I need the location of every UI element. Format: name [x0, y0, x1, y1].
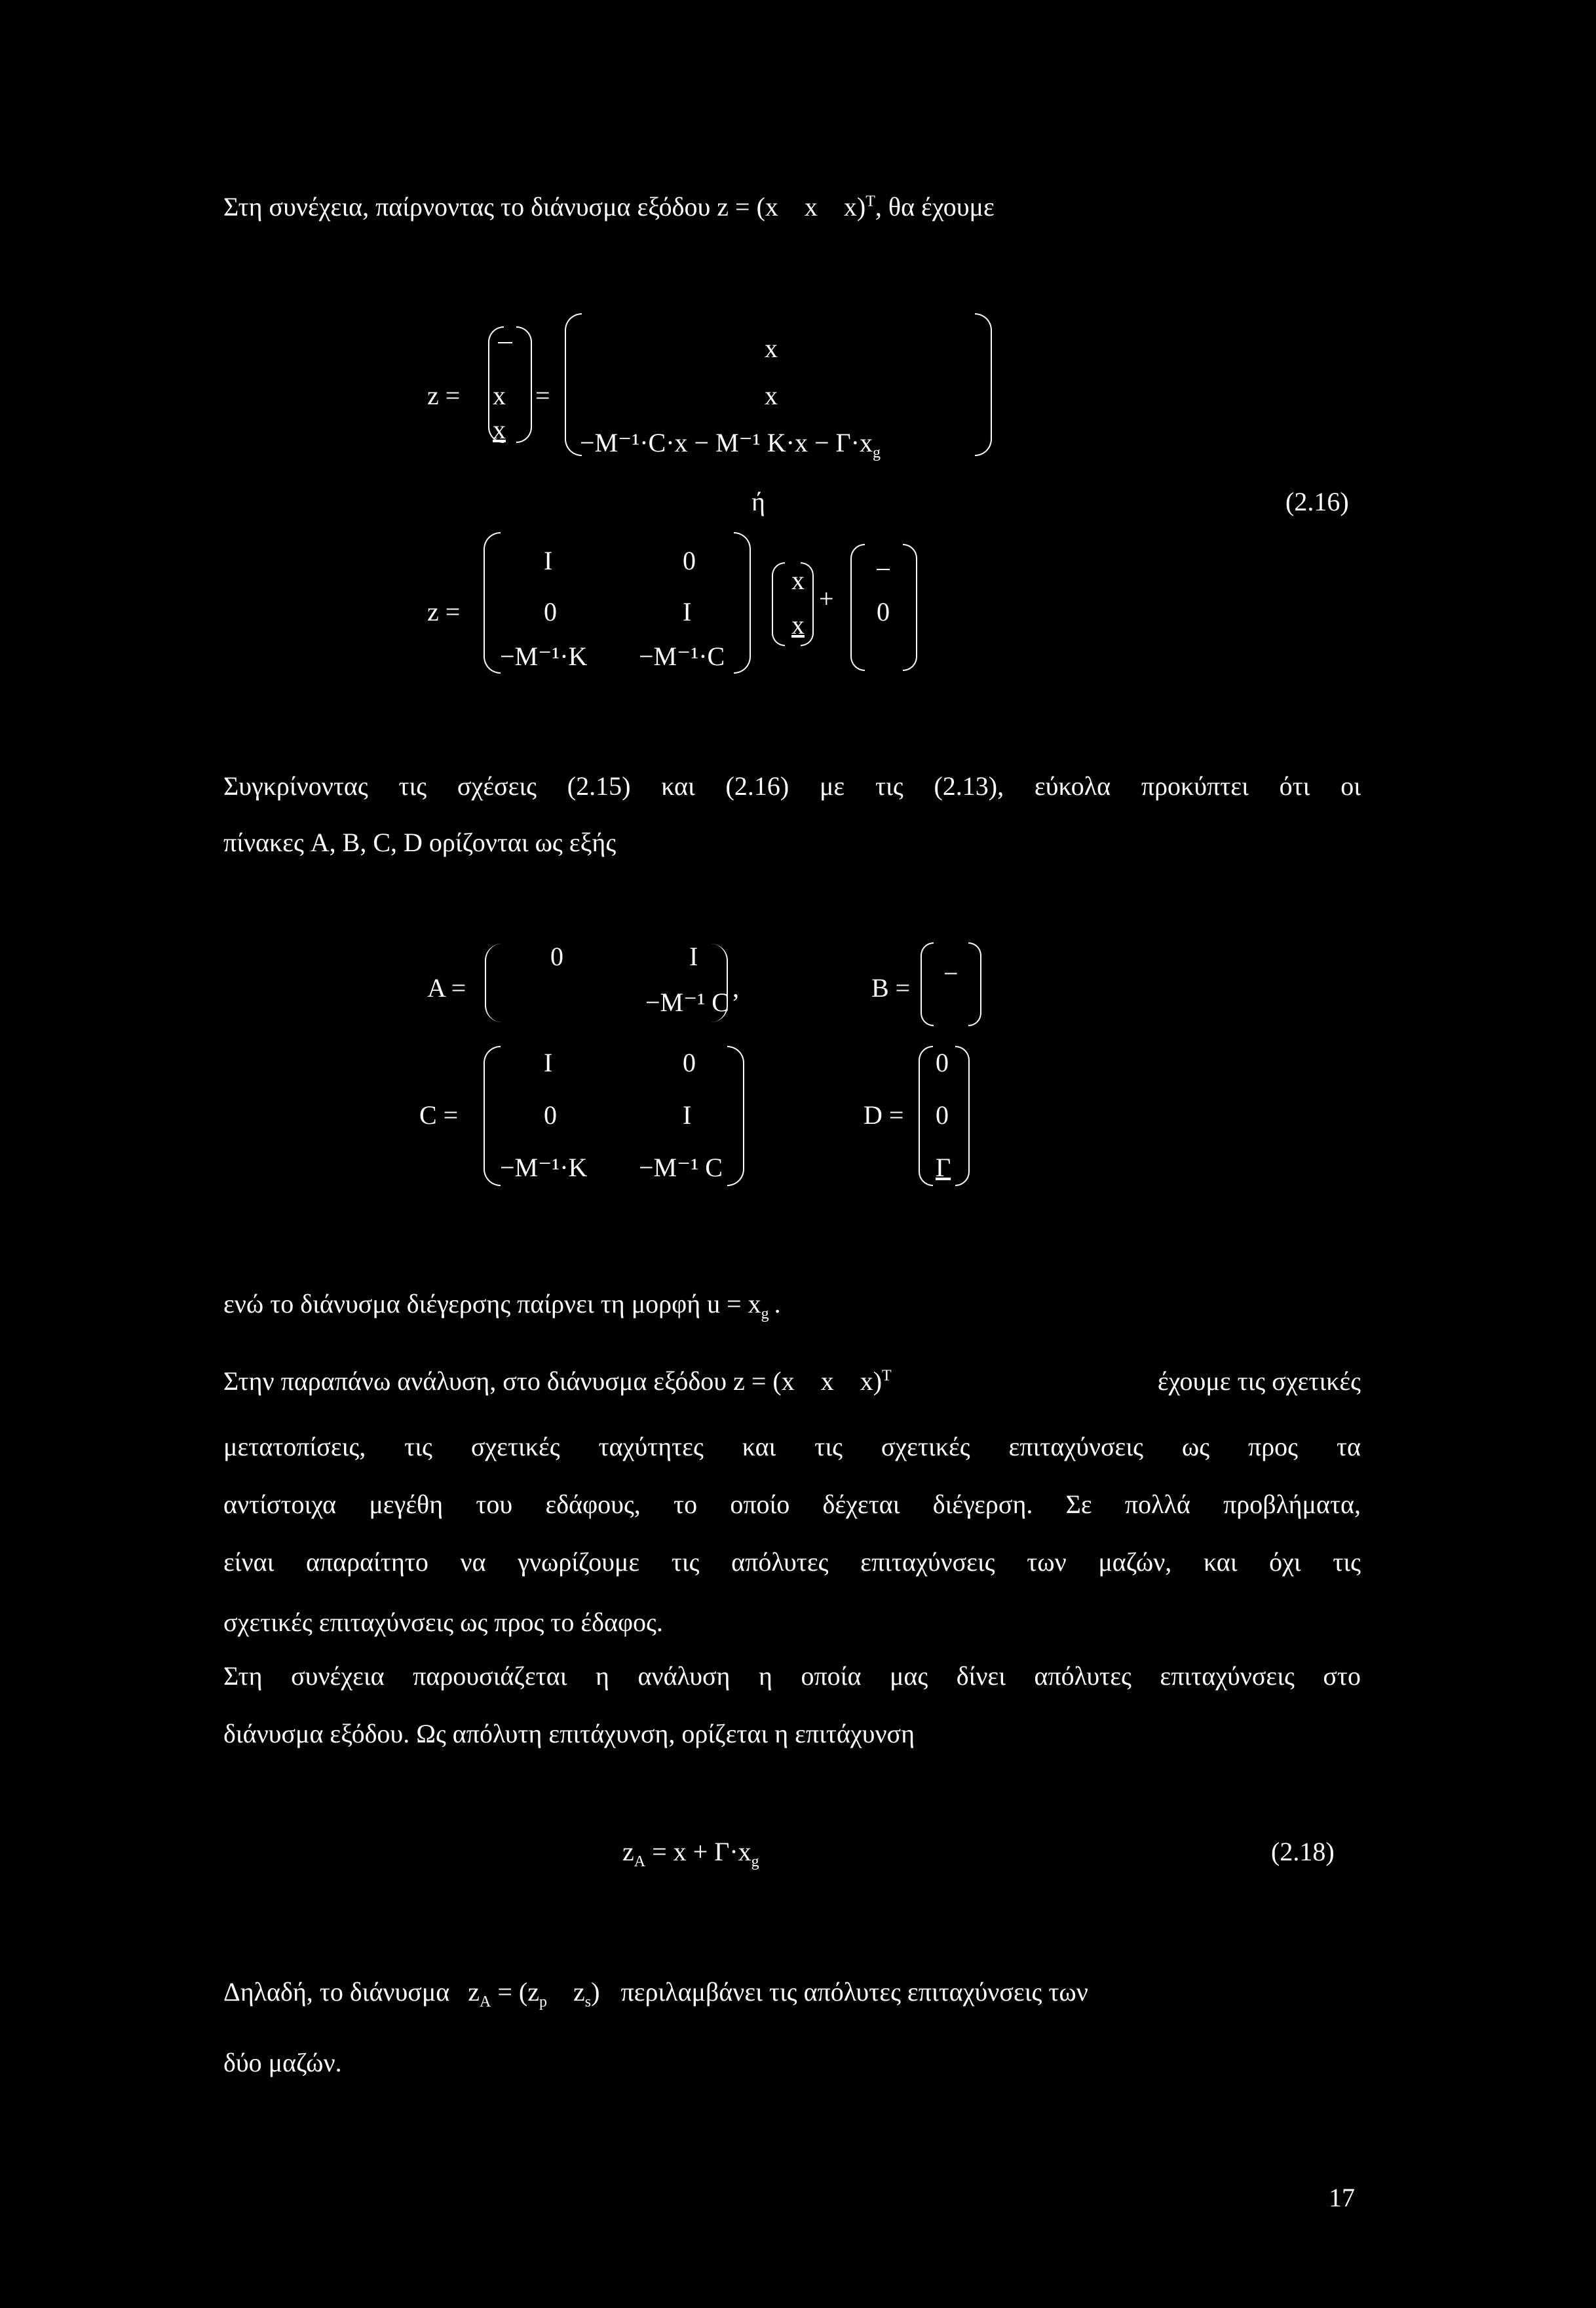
eq216-m31: −M⁻¹·K [500, 642, 588, 671]
final-zs: $z_s$) [573, 1977, 600, 2010]
body-l1-x2: x) [860, 1366, 883, 1396]
eq216-m11: I [544, 546, 553, 575]
eq216-z: z = [427, 381, 461, 410]
body-line-3: αντίστοιχα μεγέθη του εδάφους, το οποίο δέχεται διέγερση. Σε πολλά προβλήματα, [223, 1490, 1361, 1519]
eq216-dvec-close [903, 544, 917, 671]
intro-line [223, 191, 995, 222]
eq216-label: (2.16) [1285, 487, 1349, 516]
excitation-text: ενώ το διάνυσμα διέγερσης παίρνει τη μορφή u = x [223, 1289, 761, 1318]
matrix-a-22: −M⁻¹ C [645, 988, 729, 1017]
eq218-zsub: A [634, 1853, 646, 1870]
eq216-dvec-bar [877, 569, 890, 570]
body-line-4: είναι απαραίτητο να γνωρίζουμε τις απόλυτες επιταχύνσεις των μαζών, και όχι τις [223, 1547, 1361, 1577]
body-line-7: διάνυσμα εξόδου. Ως απόλυτη επιτάχυνση, ορίζεται η επιτάχυνση [223, 1719, 915, 1748]
intro-prefix: Στη συνέχεια, παίρνοντας το διάνυσμα εξόδου z = (x [223, 192, 778, 221]
eq216-m21: 0 [544, 597, 557, 626]
eq216-xvec-xd: x [791, 610, 805, 640]
matrix-c-label: C = [419, 1100, 459, 1130]
eq216-left-vec-close [516, 326, 532, 443]
matrix-b-open [921, 942, 934, 1026]
eq216-rhs-row1: x [765, 334, 778, 363]
matrix-c-12: 0 [683, 1048, 696, 1077]
matrix-a-close [711, 944, 728, 1022]
matrix-c-32: −M⁻¹ C [639, 1153, 723, 1182]
eq216-rhs-row3: −M⁻¹·C·x − M⁻¹ $K\cdot x - \Gamma\cdot x_g$ [580, 428, 881, 461]
eq216-vec-x: x [493, 381, 506, 410]
matrix-d-label: D = [864, 1100, 904, 1130]
matrix-c-22: I [683, 1100, 692, 1130]
matrix-a-label: A = [427, 973, 466, 1003]
final-b: περιλαμβάνει τις απόλυτες επιταχύνσεις των [620, 1977, 1088, 2007]
body-line-1 [223, 1366, 1361, 1396]
eq218-z: z [622, 1837, 634, 1866]
final-line-1 [223, 1976, 1088, 2010]
eq216-dvec-0: 0 [877, 597, 890, 626]
intro-x2: x) [843, 192, 866, 221]
eq216-xvec-close [801, 562, 814, 646]
body-line-5: σχετικές επιταχύνσεις ως προς το έδαφος. [223, 1607, 663, 1637]
final-z: $z_A$ [468, 1977, 491, 2010]
eq216-xvec-x: x [791, 566, 805, 595]
eq216-xvec-open [772, 562, 785, 646]
excitation-sub: g [761, 1305, 769, 1322]
matrix-a-12: I [689, 942, 698, 971]
matrix-d-3: Γ [936, 1153, 951, 1182]
eq216-matrix-close [734, 532, 751, 674]
matrix-d-2: 0 [936, 1100, 949, 1130]
matrix-d-close [955, 1046, 970, 1186]
eq216-or: ή [751, 487, 765, 516]
eq216-rhs-close [975, 313, 992, 456]
matrix-c-close [727, 1046, 744, 1186]
eq218-label: (2.18) [1271, 1837, 1335, 1866]
eq218-rhs: = x + Γ·x [652, 1837, 751, 1866]
body-line-2: μετατοπίσεις, τις σχετικές ταχύτητες και τις σχετικές επιταχύνσεις ως προς τα [223, 1432, 1361, 1461]
matrix-c-11: I [544, 1048, 553, 1077]
matrix-b-close [968, 942, 981, 1026]
intro-x1: x [804, 192, 818, 221]
intro-transpose: T [865, 193, 875, 210]
matrix-d-1: 0 [936, 1048, 949, 1077]
eq216-z2: z = [427, 597, 461, 626]
compare-line-1: Συγκρίνοντας τις σχέσεις (2.15) και (2.16) με τις (2.13), εύκολα προκύπτει ότι οι [223, 771, 1361, 801]
excitation-end: . [774, 1289, 781, 1318]
body-l1-a: Στην παραπάνω ανάλυση, στο διάνυσμα εξόδου z = (x [223, 1366, 795, 1396]
body-l1-b: έχουμε τις σχετικές [1157, 1366, 1361, 1396]
body-l1-T: T [882, 1367, 892, 1385]
eq216-vec-bar [498, 342, 512, 343]
final-line-2: δύο μαζών. [223, 2048, 342, 2077]
final-eq: = ($z_p$ [497, 1977, 548, 2010]
eq216-dvec-open [850, 544, 865, 671]
matrix-c-31: −M⁻¹·K [500, 1153, 588, 1182]
compare-line-2: πίνακες A, B, C, D ορίζονται ως εξής [223, 828, 617, 857]
eq216-m32: −M⁻¹·C [639, 642, 725, 671]
matrix-a-comma: , [732, 973, 739, 1003]
final-a: Δηλαδή, το διάνυσμα [223, 1977, 450, 2007]
eq216-plus: + [819, 584, 834, 613]
eq216-m12: 0 [683, 546, 696, 575]
matrix-b-label: B = [871, 973, 911, 1003]
eq216-rhs-row2: x [765, 381, 778, 410]
excitation-line [223, 1288, 781, 1322]
page-number: 17 [1329, 2183, 1355, 2212]
matrix-a-11: 0 [550, 942, 563, 971]
eq218-g: g [751, 1853, 759, 1870]
intro-suffix: , θα έχουμε [875, 192, 995, 221]
matrix-a-open [485, 944, 502, 1022]
body-l1-x1: x [820, 1366, 834, 1396]
matrix-b-dash: − [943, 959, 959, 988]
equation-2-18 [622, 1836, 759, 1870]
eq216-vec-xdd: x [493, 415, 506, 444]
body-line-6: Στη συνέχεια παρουσιάζεται η ανάλυση η οποία μας δίνει απόλυτες επιταχύνσεις στο [223, 1661, 1361, 1691]
eq216-eq: = [535, 381, 550, 410]
matrix-c-open [484, 1046, 501, 1186]
eq216-matrix-open [484, 532, 501, 674]
eq216-m22: I [683, 597, 692, 626]
matrix-d-open [919, 1046, 933, 1186]
matrix-c-21: 0 [544, 1100, 557, 1130]
